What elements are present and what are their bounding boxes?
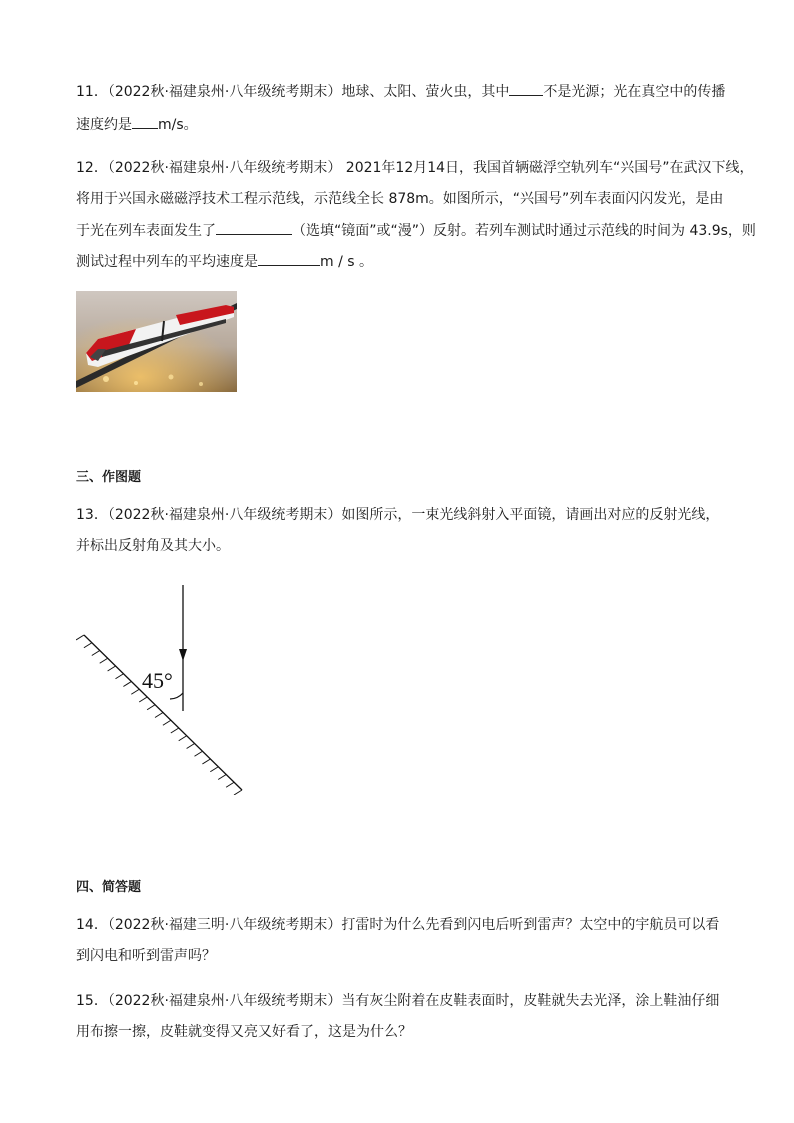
hatch-mark — [139, 697, 147, 702]
hatch-mark — [92, 651, 100, 656]
hatch-mark — [84, 643, 92, 648]
hatch-mark — [234, 790, 242, 795]
q14-line1: 14．（2022秋·福建三明·八年级统考期末）打雷时为什么先看到闪电后听到雷声？太空中的宇航员可以看 — [76, 917, 720, 933]
hatch-mark — [171, 728, 179, 733]
q11-text-a: 11．（2022秋·福建泉州·八年级统考期末）地球、太阳、萤火虫，其中 — [76, 84, 510, 100]
hatch-mark — [147, 705, 155, 710]
q11-line1 — [76, 81, 725, 102]
maglev-train-image — [76, 291, 237, 392]
mirror-hatching — [76, 635, 242, 795]
section-short-answer-title: 四、简答题 — [76, 880, 142, 895]
q12-text-a: 于光在列车表面发生了 — [76, 223, 216, 239]
q14-line2: 到闪电和听到雷声吗？ — [76, 948, 216, 964]
hatch-mark — [210, 767, 218, 772]
hatch-mark — [226, 782, 234, 787]
q12-text-c: 测试过程中列车的平均速度是 — [76, 254, 258, 270]
q12-blank-2[interactable] — [258, 251, 320, 266]
hatch-mark — [155, 713, 163, 718]
section-drawing-title: 三、作图题 — [76, 470, 142, 485]
q12-line1: 12．（2022秋·福建泉州·八年级统考期末） 2021年12月14日，我国首辆磁浮空轨列车“兴国号”在武汉下线， — [76, 160, 754, 176]
q15-line1: 15．（2022秋·福建泉州·八年级统考期末）当有灰尘附着在皮鞋表面时，皮鞋就失去光泽，涂上鞋油仔细 — [76, 993, 720, 1009]
angle-label: 45° — [142, 668, 173, 693]
q12-line3 — [76, 220, 756, 241]
q12-line4 — [76, 251, 373, 272]
q12-blank-1[interactable] — [216, 220, 292, 235]
q12-text-d: m / s 。 — [320, 254, 373, 270]
hatch-mark — [187, 744, 195, 749]
angle-arc — [170, 693, 183, 699]
hatch-mark — [116, 674, 124, 679]
q12-line2: 将用于兴国永磁磁浮技术工程示范线，示范线全长 878m。如图所示，“兴国号”列车表面闪闪发光，是由 — [76, 191, 724, 207]
q11-text-c: 速度约是 — [76, 117, 132, 133]
hatch-mark — [163, 720, 171, 725]
ray-arrow-icon — [179, 649, 187, 661]
hatch-mark — [179, 736, 187, 741]
hatch-mark — [218, 775, 226, 780]
q15-line2: 用布擦一擦，皮鞋就变得又亮又好看了，这是为什么？ — [76, 1024, 412, 1040]
hatch-mark — [131, 689, 139, 694]
q11-line2 — [76, 114, 198, 135]
hatch-mark — [108, 666, 116, 671]
hatch-mark — [123, 682, 131, 687]
mirror-diagram-svg — [76, 585, 246, 795]
hatch-mark — [195, 751, 203, 756]
q11-text-b: 不是光源；光在真空中的传播 — [543, 84, 726, 100]
train-photo — [76, 291, 237, 392]
q13-line2: 并标出反射角及其大小。 — [76, 538, 230, 554]
hatch-mark — [100, 658, 108, 663]
hatch-mark — [76, 635, 84, 640]
hatch-mark — [202, 759, 210, 764]
q11-blank-1[interactable] — [509, 81, 543, 96]
q11-blank-2[interactable] — [132, 114, 158, 129]
mirror-diagram — [76, 585, 246, 795]
q12-text-b: （选填“镜面”或“漫”）反射。若列车测试时通过示范线的时间为 43.9s，则 — [292, 223, 756, 239]
q13-line1: 13．（2022秋·福建泉州·八年级统考期末）如图所示，一束光线斜射入平面镜，请画出对应的反射光线， — [76, 507, 720, 523]
q11-text-d: m/s。 — [158, 117, 198, 133]
